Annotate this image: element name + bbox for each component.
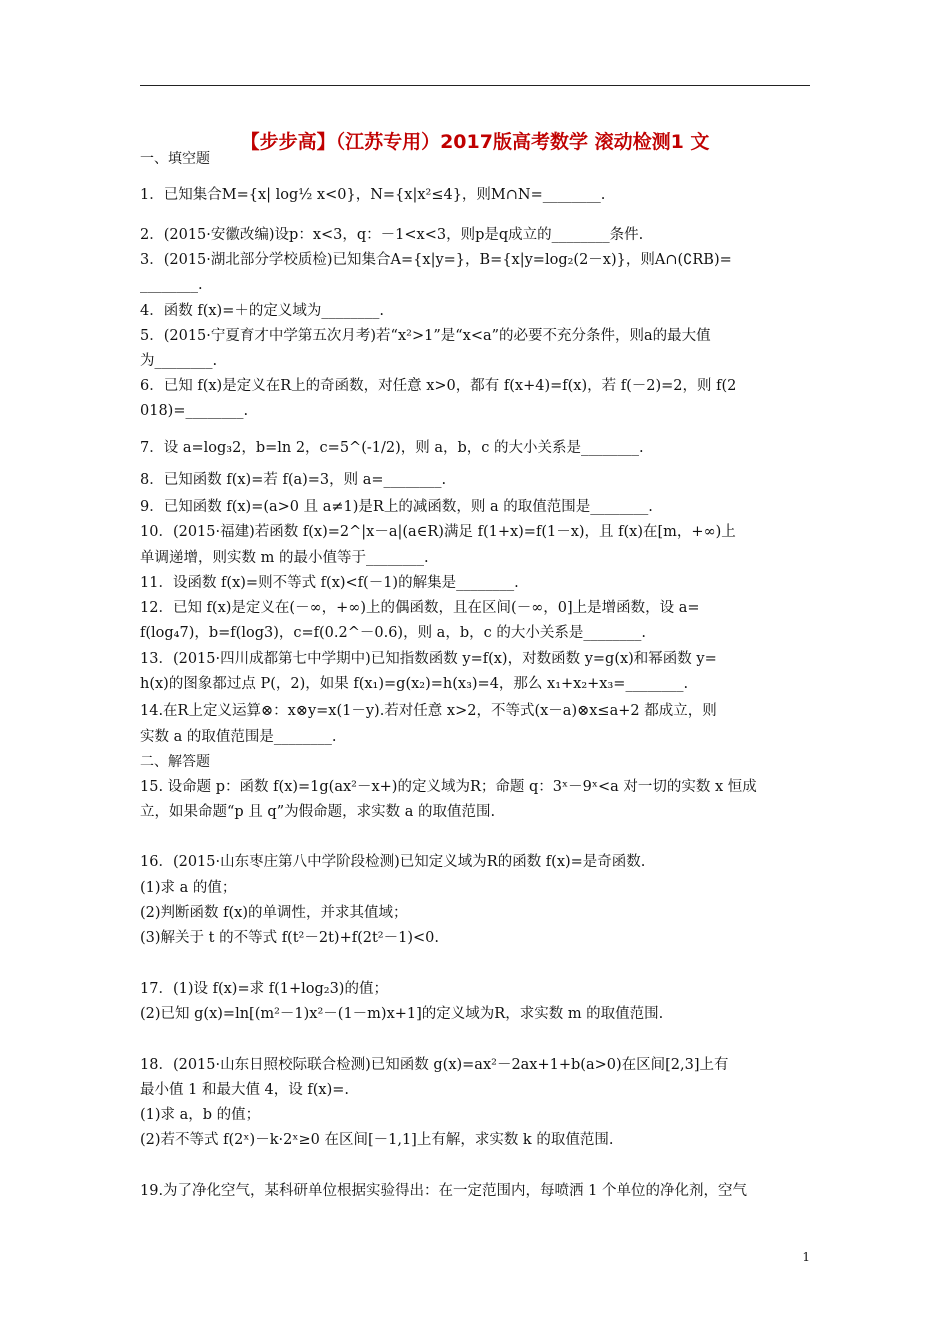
question-line: 12．已知 f(x)是定义在(－∞，+∞)上的偶函数，且在区间(－∞，0]上是增函数，设 a= bbox=[140, 600, 700, 616]
question-line: 4．函数 f(x)=＋的定义域为________. bbox=[140, 303, 384, 319]
question-line: 16．(2015·山东枣庄第八中学阶段检测)已知定义域为R的函数 f(x)=是奇函数. bbox=[140, 854, 646, 870]
document-title: 【步步高】（江苏专用）2017版高考数学 滚动检测1 文 bbox=[240, 131, 710, 153]
question-line: (2)判断函数 f(x)的单调性，并求其值域； bbox=[140, 905, 408, 921]
question-line: 立，如果命题“p 且 q”为假命题，求实数 a 的取值范围. bbox=[140, 804, 496, 820]
page-number: 1 bbox=[802, 1250, 810, 1264]
question-line: (1)求 a 的值； bbox=[140, 880, 237, 896]
question-line: h(x)的图象都过点 P(，2)，如果 f(x₁)=g(x₂)=h(x₃)=4，那么 x₁+x₂+x₃=________. bbox=[140, 676, 689, 692]
question-line: 18．(2015·山东日照校际联合检测)已知函数 g(x)=ax²－2ax+1+b(a>0)在区间[2,3]上有 bbox=[140, 1057, 729, 1073]
question-line: 7．设 a=log₃2，b=ln 2，c=5^(-1/2)，则 a，b，c 的大小关系是________. bbox=[140, 440, 644, 456]
question-line: 15. 设命题 p：函数 f(x)=1g(ax²－x+)的定义域为R；命题 q：3ˣ－9ˣ<a 对一切的实数 x 恒成 bbox=[140, 779, 757, 795]
question-line: ________. bbox=[140, 277, 203, 293]
question-line: 14.在R上定义运算⊗：x⊗y=x(1－y).若对任意 x>2，不等式(x－a)⊗x≤a+2 都成立，则 bbox=[140, 703, 717, 719]
question-line: 2．(2015·安徽改编)设p：x<3，q：－1<x<3，则p是q成立的________条件. bbox=[140, 227, 644, 243]
question-line: 实数 a 的取值范围是________. bbox=[140, 729, 337, 745]
section-heading-fill-blank: 一、填空题 bbox=[140, 151, 210, 167]
question-line: 13．(2015·四川成都第七中学期中)已知指数函数 y=f(x)，对数函数 y=g(x)和幂函数 y= bbox=[140, 651, 717, 667]
question-line: 6．已知 f(x)是定义在R上的奇函数，对任意 x>0，都有 f(x+4)=f(x)，若 f(－2)=2，则 f(2 bbox=[140, 378, 737, 394]
question-line: 11．设函数 f(x)=则不等式 f(x)<f(－1)的解集是________. bbox=[140, 575, 519, 591]
question-line: 018)=________. bbox=[140, 403, 249, 419]
question-line: 最小值 1 和最大值 4，设 f(x)=. bbox=[140, 1082, 350, 1098]
question-line: 为________. bbox=[140, 353, 218, 369]
header-rule bbox=[140, 85, 810, 86]
question-line: 8．已知函数 f(x)=若 f(a)=3，则 a=________. bbox=[140, 472, 447, 488]
question-line: 3．(2015·湖北部分学校质检)已知集合A={x|y=}，B={x|y=log₂(2－x)}，则A∩(∁RB)= bbox=[140, 252, 732, 268]
question-line: (1)求 a，b 的值； bbox=[140, 1107, 261, 1123]
question-line: f(log₄7)，b=f(log3)，c=f(0.2^－0.6)，则 a，b，c 的大小关系是________. bbox=[140, 625, 646, 641]
question-line: 1．已知集合M={x| log½ x<0}，N={x|x²≤4}，则M∩N=________. bbox=[140, 187, 606, 203]
question-line: (2)若不等式 f(2ˣ)－k·2ˣ≥0 在区间[－1,1]上有解，求实数 k 的取值范围. bbox=[140, 1132, 614, 1148]
question-line: 19.为了净化空气，某科研单位根据实验得出：在一定范围内，每喷洒 1 个单位的净化剂，空气 bbox=[140, 1183, 747, 1199]
section-heading-answer: 二、解答题 bbox=[140, 754, 210, 770]
question-line: 5．(2015·宁夏育才中学第五次月考)若“x²>1”是“x<a”的必要不充分条件，则a的最大值 bbox=[140, 328, 711, 344]
question-line: 单调递增，则实数 m 的最小值等于________. bbox=[140, 550, 429, 566]
question-line: (3)解关于 t 的不等式 f(t²－2t)+f(2t²－1)<0. bbox=[140, 930, 439, 946]
question-line: 9．已知函数 f(x)=(a>0 且 a≠1)是R上的减函数，则 a 的取值范围是________. bbox=[140, 499, 653, 515]
question-line: 10．(2015·福建)若函数 f(x)=2^|x－a|(a∈R)满足 f(1+x)=f(1－x)，且 f(x)在[m，+∞)上 bbox=[140, 524, 736, 540]
question-line: (2)已知 g(x)=ln[(m²－1)x²－(1－m)x+1]的定义域为R，求实数 m 的取值范围. bbox=[140, 1006, 664, 1022]
question-line: 17．(1)设 f(x)=求 f(1+log₂3)的值； bbox=[140, 981, 388, 997]
